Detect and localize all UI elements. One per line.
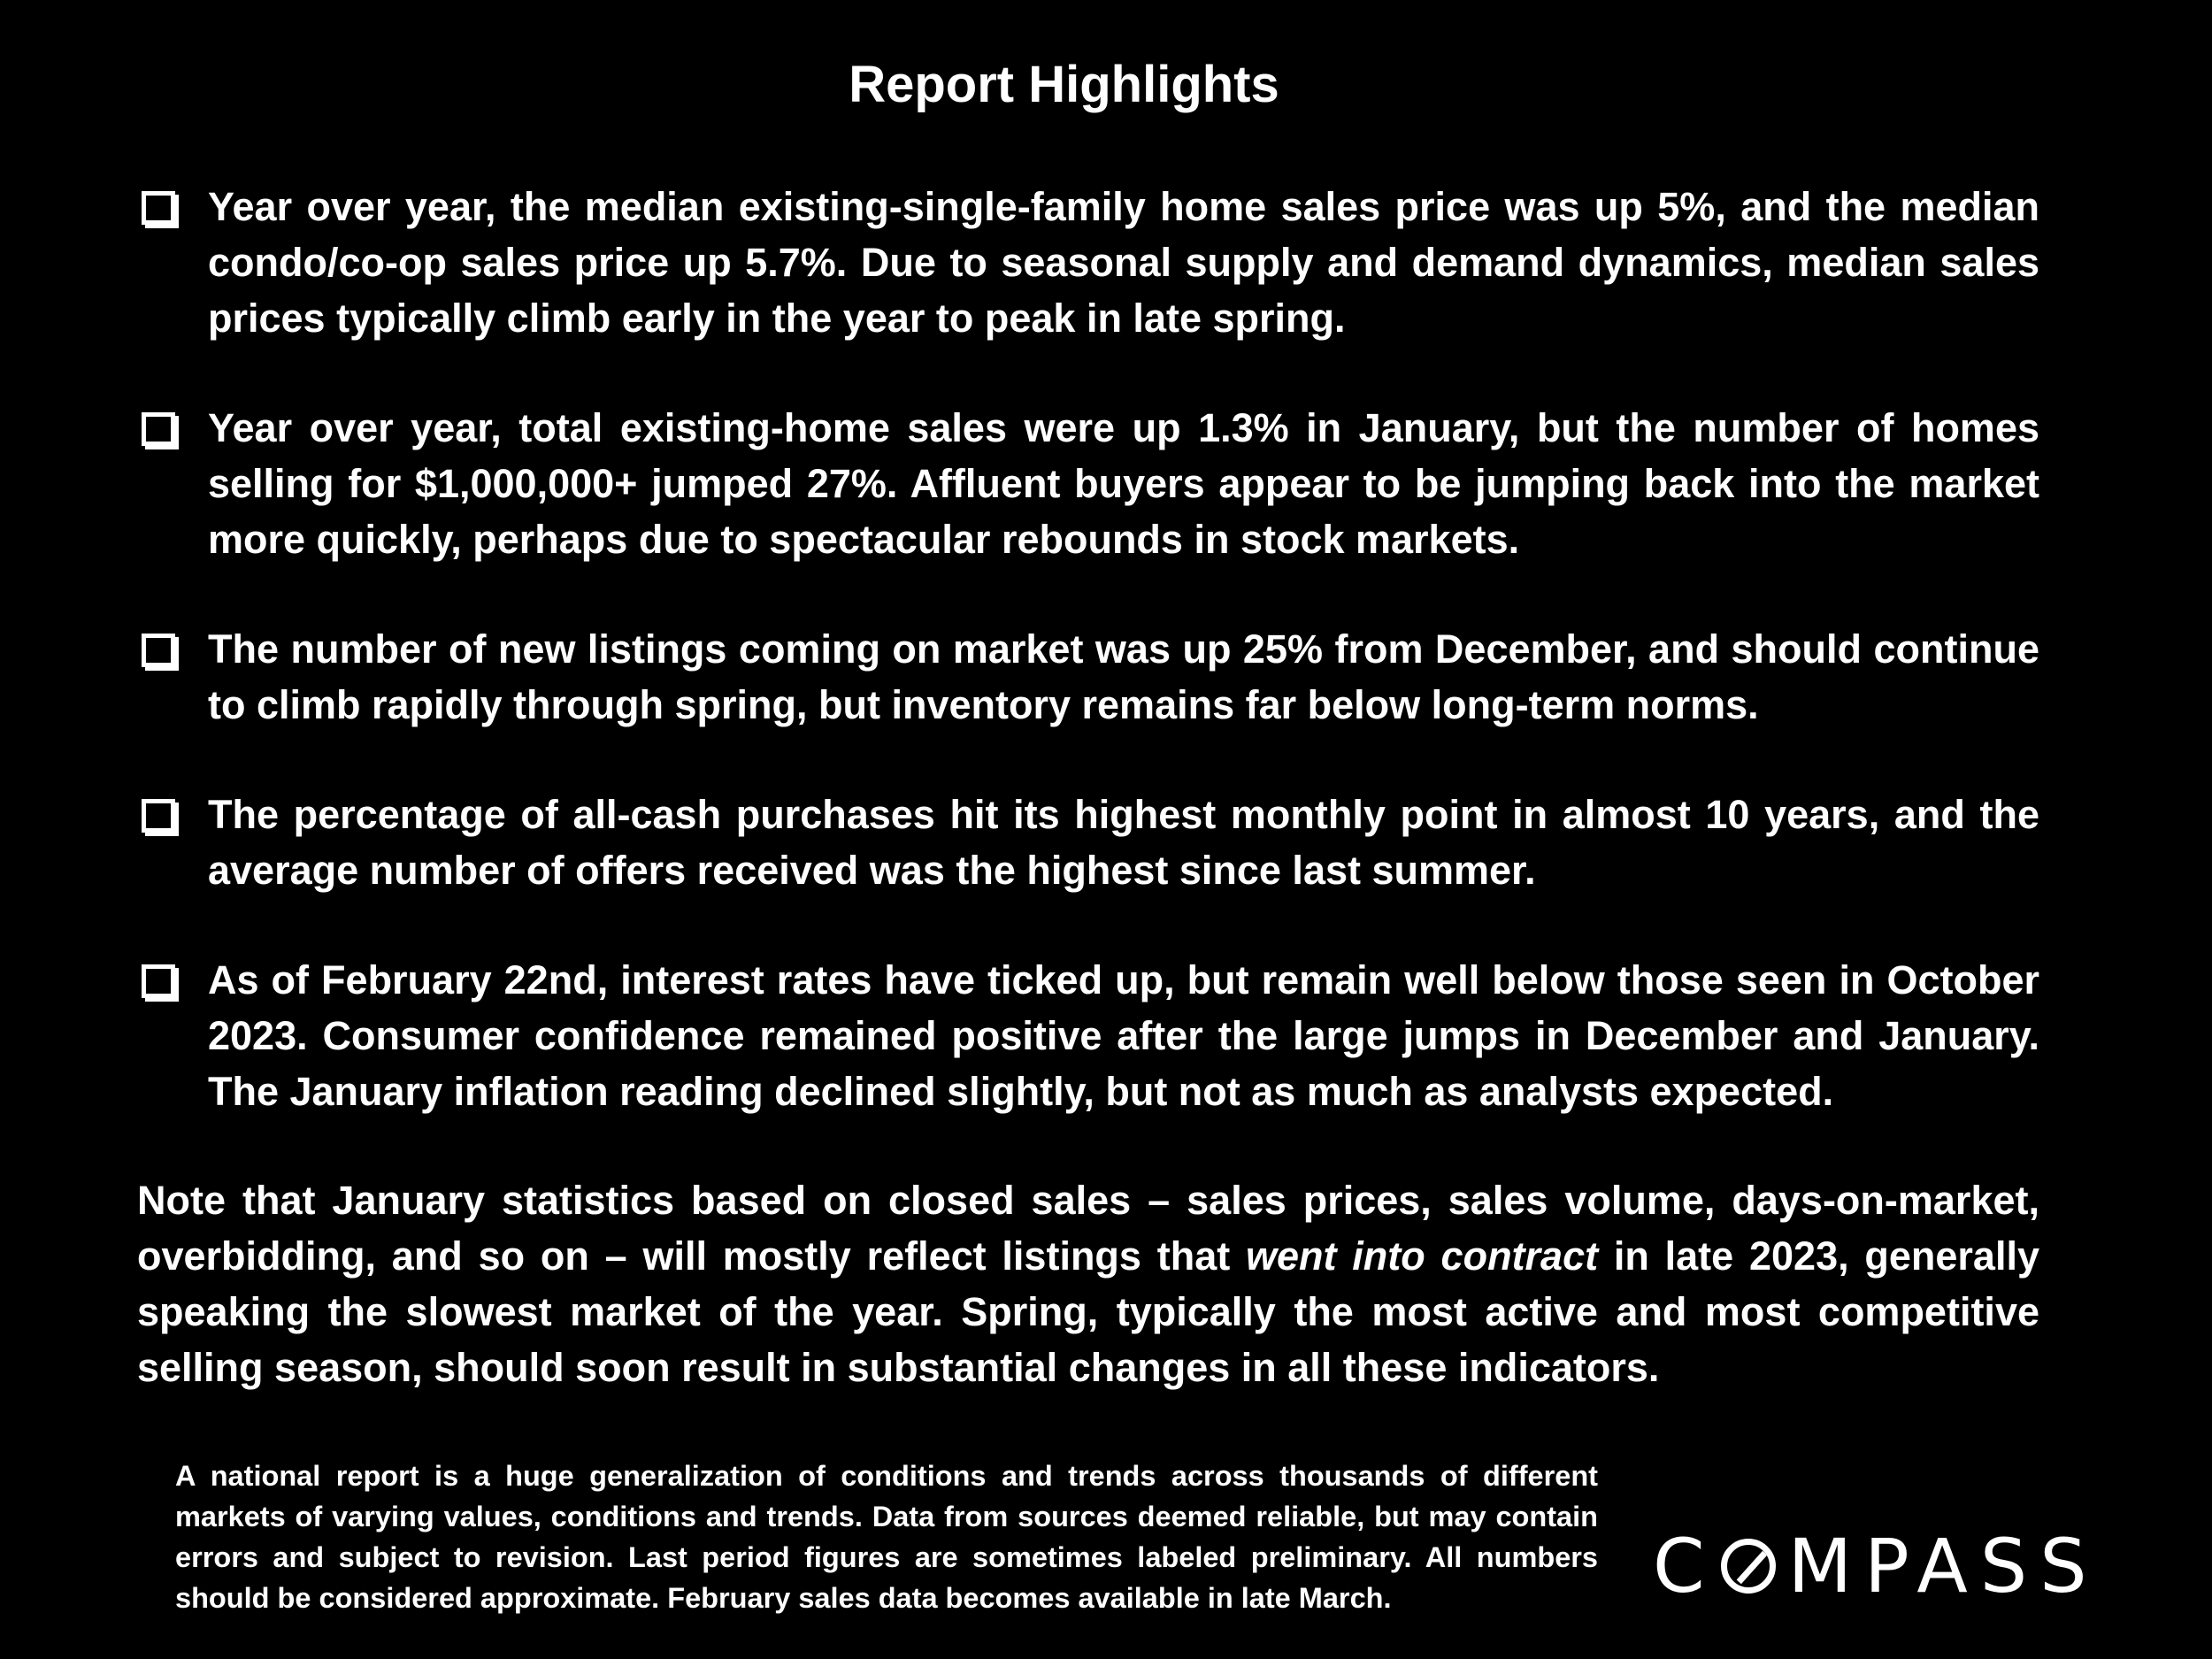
checkbox-bullet-icon	[142, 964, 175, 998]
highlights-list	[137, 179, 2039, 1119]
list-item	[137, 952, 2039, 1119]
compass-logo	[1653, 1523, 2131, 1609]
checkbox-bullet-icon	[142, 191, 175, 225]
note-emphasis: went into contract	[1246, 1233, 1599, 1279]
note-text-after: in late 2023, generally speaking the slowest market of the year. Spring, typically the most active and most competitive selling season, should soon result in substantial changes in all these indicators.	[137, 1233, 2039, 1390]
list-item-text: The percentage of all-cash purchases hit its highest monthly point in almost 10 years, and the average number of offers received was the highest since last summer.	[208, 792, 2039, 893]
list-item-text: Year over year, the median existing-single-family home sales price was up 5%, and the median condo/co-op sales price up 5.7%. Due to seasonal supply and demand dynamics, median sales prices typically climb early in the year to peak in late spring.	[208, 184, 2039, 341]
list-item-text: As of February 22nd, interest rates have ticked up, but remain well below those seen in October 2023. Consumer confidence remained positive after the large jumps in December and January. The January inflation reading declined slightly, but not as much as analysts expected.	[208, 957, 2039, 1114]
logo-suffix: MPASS	[1787, 1523, 2100, 1609]
list-item	[137, 787, 2039, 898]
logo-prefix: C	[1653, 1523, 1717, 1609]
checkbox-bullet-icon	[142, 412, 175, 446]
list-item	[137, 179, 2039, 346]
compass-o-icon	[1721, 1539, 1776, 1594]
list-item	[137, 400, 2039, 567]
list-item-text: The number of new listings coming on market was up 25% from December, and should continue to climb rapidly through spring, but inventory remains far below long-term norms.	[208, 626, 2039, 727]
note-paragraph	[137, 1172, 2039, 1395]
list-item-text: Year over year, total existing-home sales were up 1.3% in January, but the number of homes selling for $1,000,000+ jumped 27%. Affluent buyers appear to be jumping back into the market more quickly, perhaps due to spectacular rebounds in stock markets.	[208, 405, 2039, 562]
list-item	[137, 621, 2039, 733]
note-text-before: Note that January statistics based on closed sales – sales prices, sales volume, days-on-market, overbidding, and so on – will mostly reflect listings that	[137, 1178, 2039, 1279]
page-title: Report Highlights	[849, 56, 1279, 113]
disclaimer: A national report is a huge generalization of conditions and trends across thousands of different markets of varying values, conditions and trends. Data from sources deemed reliable, but may contain errors and subject to revision. Last period figures are sometimes labeled preliminary. All numbers should be considered approximate. February sales data becomes available in late March.	[175, 1460, 1598, 1614]
checkbox-bullet-icon	[142, 634, 175, 667]
checkbox-bullet-icon	[142, 799, 175, 833]
